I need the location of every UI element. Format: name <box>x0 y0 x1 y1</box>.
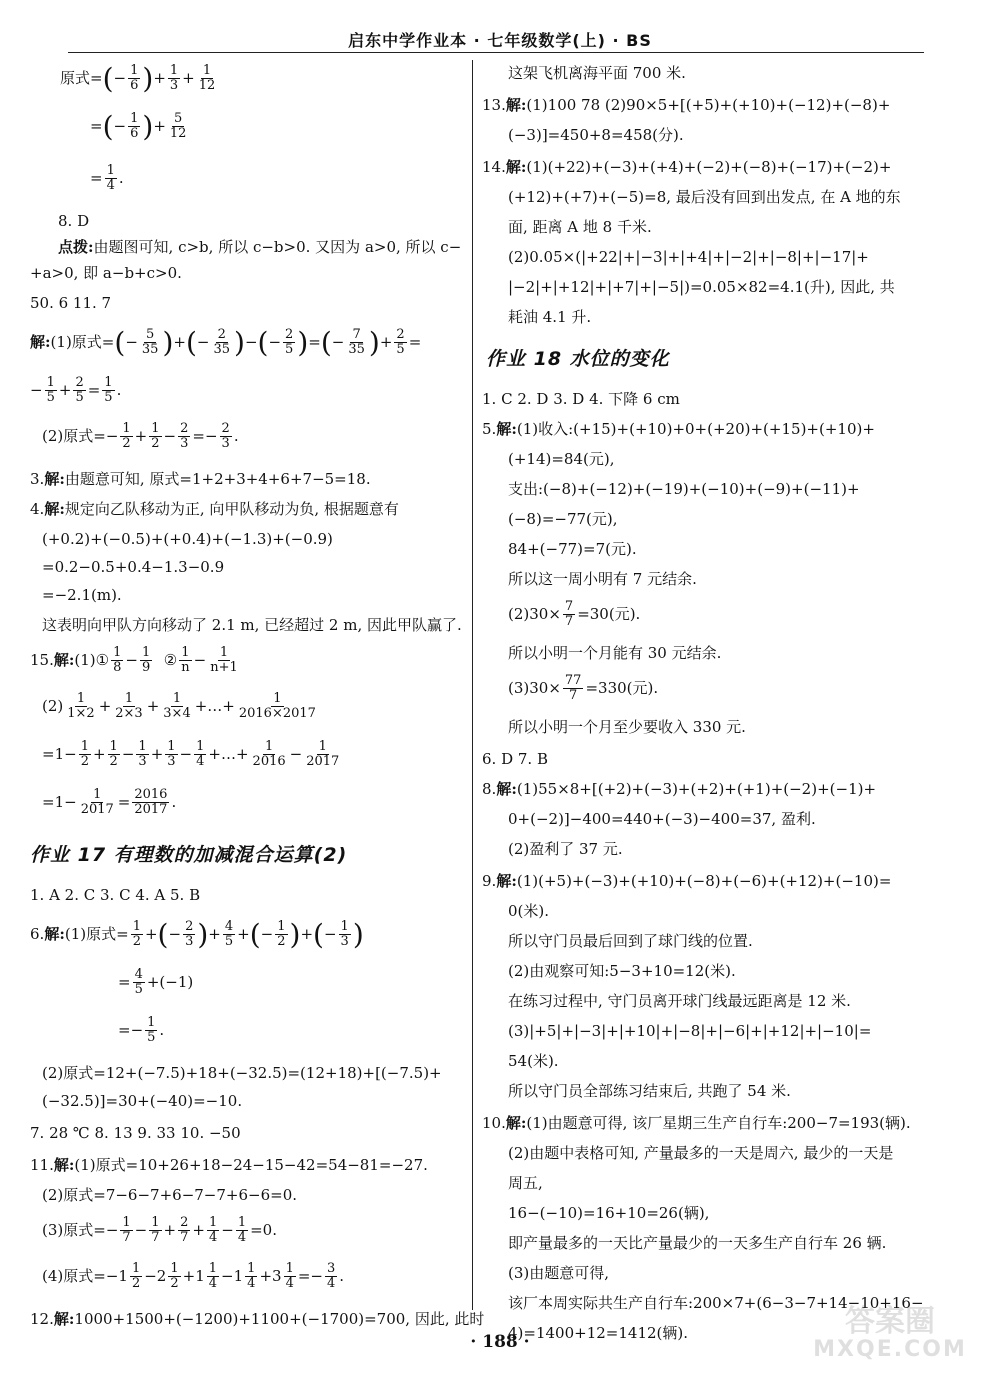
answer-line: (−8)=−77(元), <box>508 510 618 528</box>
fraction: $\frac{1}{8}$ <box>113 645 122 676</box>
answer-line: 0(米). <box>508 902 550 920</box>
fraction: $\frac{1}{5}$ <box>104 375 113 406</box>
answer-line: 15.解:(1)① $\frac{1}{8}$ − $\frac{1}{9}$ ② $\frac{1}{n}$ − $\frac{1}{n+1}$ <box>30 645 238 676</box>
answer-line: (2)由观察可知:5−3+10=12(米). <box>508 962 736 980</box>
answer-line: 所以守门员全部练习结束后, 共跑了 54 米. <box>508 1082 791 1100</box>
fraction: $\frac{2}{3}$ <box>185 919 194 950</box>
fraction: $\frac{1}{2\times 3}$ <box>115 691 143 722</box>
fraction: $\frac{1}{4}$ <box>237 1215 247 1246</box>
answer-line: 即产量最多的一天比产量最少的一天多生产自行车 26 辆. <box>508 1234 887 1252</box>
answer-line: 9.解:(1)(+5)+(−3)+(+10)+(−8)+(−6)+(+12)+(−10)= <box>482 872 892 890</box>
fraction: $\frac{1}{2}$ <box>80 739 89 770</box>
answer-line: 这表明向甲队方向移动了 2.1 m, 已经超过 2 m, 因此甲队赢了. <box>42 616 462 634</box>
answer-line: 在练习过程中, 守门员离开球门线最远距离是 12 米. <box>508 992 851 1010</box>
fraction: $\frac{1}{4}$ <box>285 1261 294 1292</box>
fraction: $\frac{4}{5}$ <box>134 967 143 998</box>
fraction: $\frac{2}{5}$ <box>75 375 84 406</box>
answer-line: (2)原式=− $\frac{1}{2}$ + $\frac{1}{2}$ − $\frac{2}{3}$ =− $\frac{2}{3}$ . <box>42 421 239 452</box>
answer-line: 支出:(−8)+(−12)+(−19)+(−10)+(−9)+(−11)+ <box>508 480 860 498</box>
fraction: $\frac{1}{2}$ <box>131 1261 141 1292</box>
answer-line: = $\frac{1}{4}$ . <box>90 163 124 194</box>
fraction: $\frac{2}{35}$ <box>213 327 231 358</box>
answer-line: 16−(−10)=16+10=26(辆), <box>508 1204 710 1222</box>
fraction: $\frac{1}{2}$ <box>170 1261 179 1292</box>
answer-line: 该厂本周实际共生产自行车:200×7+(6−3−7+14−10+16− <box>508 1294 924 1312</box>
answer-line: (−32.5)]=30+(−40)=−10. <box>42 1092 243 1110</box>
section-heading: 作业 18 水位的变化 <box>486 348 670 370</box>
fraction: $\frac{1}{2016\times 2017}$ <box>238 691 316 722</box>
fraction: $\frac{1}{2}$ <box>122 421 131 452</box>
fraction: $\frac{77}{7}$ <box>564 673 582 704</box>
answer-line: =0.2−0.5+0.4−1.3−0.9 <box>42 558 225 576</box>
answer-line: 所以小明一个月能有 30 元结余. <box>508 644 722 662</box>
fraction: $\frac{2}{3}$ <box>221 421 230 452</box>
answer-line: 解:(1)原式=(− $\frac{5}{35}$ )+(− $\frac{2}{35}$ )−(− $\frac{2}{5}$ )=(− $\frac{7}{35}$ )+ $\frac{2}{5}$ = <box>30 325 422 359</box>
answer-line: 50. 6 11. 7 <box>30 294 112 312</box>
answer-line: 4.解:规定向乙队移动为正, 向甲队移动为负, 根据题意有 <box>30 500 399 518</box>
answer-line: = $\frac{4}{5}$ +(−1) <box>118 967 194 998</box>
fraction: $\frac{3}{4}$ <box>326 1261 336 1292</box>
answer-line: (+12)+(+7)+(−5)=8, 最后没有回到出发点, 在 A 地的东 <box>508 188 901 206</box>
answer-line: 点拨:由题图可知, c>b, 所以 c−b>0. 又因为 a>0, 所以 c− <box>58 238 462 256</box>
answer-line: 耗油 4.1 升. <box>508 308 592 326</box>
left-column <box>30 61 485 1328</box>
fraction: $\frac{1}{2017}$ <box>306 739 340 770</box>
answer-line: 14.解:(1)(+22)+(−3)+(+4)+(−2)+(−8)+(−17)+(−2)+ <box>482 158 892 176</box>
fraction: $\frac{5}{12}$ <box>169 111 187 142</box>
answer-line: 原式=(− $\frac{1}{6}$ )+ $\frac{1}{3}$ + $\frac{1}{12}$ <box>60 61 216 95</box>
fraction: $\frac{1}{n}$ <box>181 645 190 676</box>
fraction: $\frac{1}{5}$ <box>46 375 55 406</box>
answer-line: 5.解:(1)收入:(+15)+(+10)+0+(+20)+(+15)+(+10)+ <box>482 420 875 438</box>
answer-line: 3.解:由题意可知, 原式=1+2+3+4+6+7−5=18. <box>30 470 371 488</box>
answer-line: 13.解:(1)100 78 (2)90×5+[(+5)+(+10)+(−12)+(−8)+ <box>482 96 891 114</box>
section-heading: 作业 17 有理数的加减混合运算(2) <box>30 844 348 866</box>
answer-line: (+14)=84(元), <box>508 450 615 468</box>
fraction: $\frac{2}{5}$ <box>396 327 405 358</box>
fraction: $\frac{5}{35}$ <box>141 327 159 358</box>
fraction: $\frac{1}{2}$ <box>109 739 118 770</box>
fraction: $\frac{2}{5}$ <box>285 327 294 358</box>
fraction: $\frac{2}{7}$ <box>180 1215 189 1246</box>
page-header: 启东中学作业本 · 七年级数学(上) · BS <box>348 31 652 50</box>
watermark-logo: 答案圈 MXQE.COM <box>813 1304 967 1362</box>
answer-line: 12.解:1000+1500+(−1200)+1100+(−1700)=700, 因此, 此时 <box>30 1310 485 1328</box>
answer-line: 所以这一周小明有 7 元结余. <box>508 570 697 588</box>
answer-line: 54(米). <box>508 1052 559 1070</box>
answer-line: =−2.1(m). <box>42 586 122 604</box>
answer-line: 面, 距离 A 地 8 千米. <box>508 218 652 236</box>
answer-line: 这架飞机离海平面 700 米. <box>508 64 686 82</box>
answer-line: 7. 28 ℃ 8. 13 9. 33 10. −50 <box>30 1124 241 1142</box>
answer-line: 84+(−77)=7(元). <box>508 540 637 558</box>
right-column <box>482 64 952 1342</box>
answer-line: (2)原式=12+(−7.5)+18+(−32.5)=(12+18)+[(−7.5)+ <box>42 1064 442 1082</box>
answer-line: +a>0, 即 a−b+c>0. <box>30 264 182 282</box>
answer-line: (3)30× $\frac{77}{7}$ =330(元). <box>508 673 659 704</box>
fraction: $\frac{1}{4}$ <box>208 1261 218 1292</box>
fraction: $\frac{1}{3}$ <box>167 739 176 770</box>
answer-line: 6. D 7. B <box>482 750 548 768</box>
answer-line: 8.解:(1)55×8+[(+2)+(−3)+(+2)+(+1)+(−2)+(−1)+ <box>482 780 877 798</box>
fraction: $\frac{1}{2016}$ <box>252 739 286 770</box>
answer-line: (4)原式=−1 $\frac{1}{2}$ −2 $\frac{1}{2}$ +1 $\frac{1}{4}$ −1 $\frac{1}{4}$ +3 $\frac{1}{4}$ =− $\frac{3}{4}$ . <box>42 1261 345 1292</box>
fraction: $\frac{7}{35}$ <box>348 327 365 358</box>
fraction: $\frac{4}{5}$ <box>224 919 234 950</box>
answer-line: =1− $\frac{1}{2}$ + $\frac{1}{2}$ − $\frac{1}{3}$ + $\frac{1}{3}$ − $\frac{1}{4}$ +…+ $\frac{1}{2016}$ − $\frac{1}{2017}$ <box>42 739 340 770</box>
fraction: $\frac{1}{4}$ <box>208 1215 218 1246</box>
answer-line: (3)由题意可得, <box>508 1264 610 1282</box>
fraction: $\frac{1}{4}$ <box>196 739 205 770</box>
answer-line: (3)|+5|+|−3|+|+10|+|−8|+|−6|+|+12|+|−10|= <box>508 1022 872 1040</box>
fraction: $\frac{1}{2}$ <box>132 919 141 950</box>
fraction: $\frac{1}{7}$ <box>151 1215 160 1246</box>
answer-line: 所以小明一个月至少要收入 330 元. <box>508 718 746 736</box>
fraction: $\frac{1}{3}$ <box>340 919 349 950</box>
fraction: $\frac{1}{4}$ <box>247 1261 256 1292</box>
fraction: $\frac{1}{7}$ <box>122 1215 131 1246</box>
answer-line: 0+(−2)]−400=440+(−3)−400=37, 盈利. <box>508 810 816 828</box>
fraction: $\frac{1}{9}$ <box>141 645 151 676</box>
answer-line: 1. A 2. C 3. C 4. A 5. B <box>30 886 201 904</box>
fraction: $\frac{1}{5}$ <box>147 1015 156 1046</box>
page-number: · 188 · <box>470 1332 530 1352</box>
fraction: $\frac{1}{2017}$ <box>80 787 114 818</box>
answer-line: (+0.2)+(−0.5)+(+0.4)+(−1.3)+(−0.9) <box>42 530 333 548</box>
answer-line: (−3)]=450+8=458(分). <box>508 126 684 144</box>
fraction: $\frac{1}{3\times 4}$ <box>163 691 191 722</box>
fraction: $\frac{1}{6}$ <box>130 63 139 94</box>
answer-line: (2)由题中表格可知, 产量最多的一天是周六, 最少的一天是 <box>508 1144 894 1162</box>
fraction: $\frac{1}{4}$ <box>106 163 115 194</box>
answer-line: 8. D <box>58 212 90 230</box>
fraction: $\frac{1}{n+1}$ <box>210 645 238 676</box>
answer-line: (2)原式=7−6−7+6−7−7+6−6=0. <box>42 1186 298 1204</box>
fraction: $\frac{1}{1\times 2}$ <box>67 691 95 722</box>
fraction: $\frac{1}{2}$ <box>277 919 286 950</box>
answer-line: (2)30× $\frac{7}{7}$ =30(元). <box>508 599 641 630</box>
answer-line: 11.解:(1)原式=10+26+18−24−15−42=54−81=−27. <box>30 1156 428 1174</box>
answer-line: (2)0.05×(|+22|+|−3|+|+4|+|−2|+|−8|+|−17|+ <box>508 248 869 266</box>
answer-line: =− $\frac{1}{5}$ . <box>118 1015 165 1046</box>
fraction: $\frac{1}{3}$ <box>138 739 147 770</box>
answer-line: 所以守门员最后回到了球门线的位置. <box>508 932 753 950</box>
answer-line: =1− $\frac{1}{2017}$ = $\frac{2016}{2017}$ . <box>42 787 177 818</box>
fraction: $\frac{1}{6}$ <box>130 111 139 142</box>
answer-line: (2)盈利了 37 元. <box>508 840 623 858</box>
answer-line: 4)=1400+12=1412(辆). <box>508 1324 689 1342</box>
answer-line: =(− $\frac{1}{6}$ )+ $\frac{5}{12}$ <box>90 109 187 143</box>
answer-line: − $\frac{1}{5}$ + $\frac{2}{5}$ = $\frac{1}{5}$ . <box>30 375 122 406</box>
fraction: $\frac{7}{7}$ <box>564 599 574 630</box>
fraction: $\frac{2016}{2017}$ <box>134 787 168 818</box>
answer-line: 10.解:(1)由题意可得, 该厂星期三生产自行车:200−7=193(辆). <box>482 1114 911 1132</box>
answer-line: (2) $\frac{1}{1\times 2}$ + $\frac{1}{2\times 3}$ + $\frac{1}{3\times 4}$ +…+ $\frac{1}{2016\times 2017}$ <box>42 691 316 722</box>
header-rule <box>68 52 924 53</box>
answer-line: 1. C 2. D 3. D 4. 下降 6 cm <box>482 390 680 408</box>
fraction: $\frac{1}{3}$ <box>169 63 179 94</box>
answer-line: (3)原式=− $\frac{1}{7}$ − $\frac{1}{7}$ + $\frac{2}{7}$ + $\frac{1}{4}$ − $\frac{1}{4}$ =0. <box>42 1215 277 1246</box>
answer-line: 周五, <box>508 1174 543 1192</box>
fraction: $\frac{1}{2}$ <box>151 421 160 452</box>
fraction: $\frac{2}{3}$ <box>180 421 189 452</box>
answer-line: |−2|+|+12|+|+7|+|−5|)=0.05×82=4.1(升), 因此, 共 <box>508 278 895 296</box>
answer-line: 6.解:(1)原式= $\frac{1}{2}$ +(− $\frac{2}{3}$ )+ $\frac{4}{5}$ +(− $\frac{1}{2}$ )+(− $\frac{1}{3}$ ) <box>30 917 364 951</box>
fraction: $\frac{1}{12}$ <box>198 63 216 94</box>
